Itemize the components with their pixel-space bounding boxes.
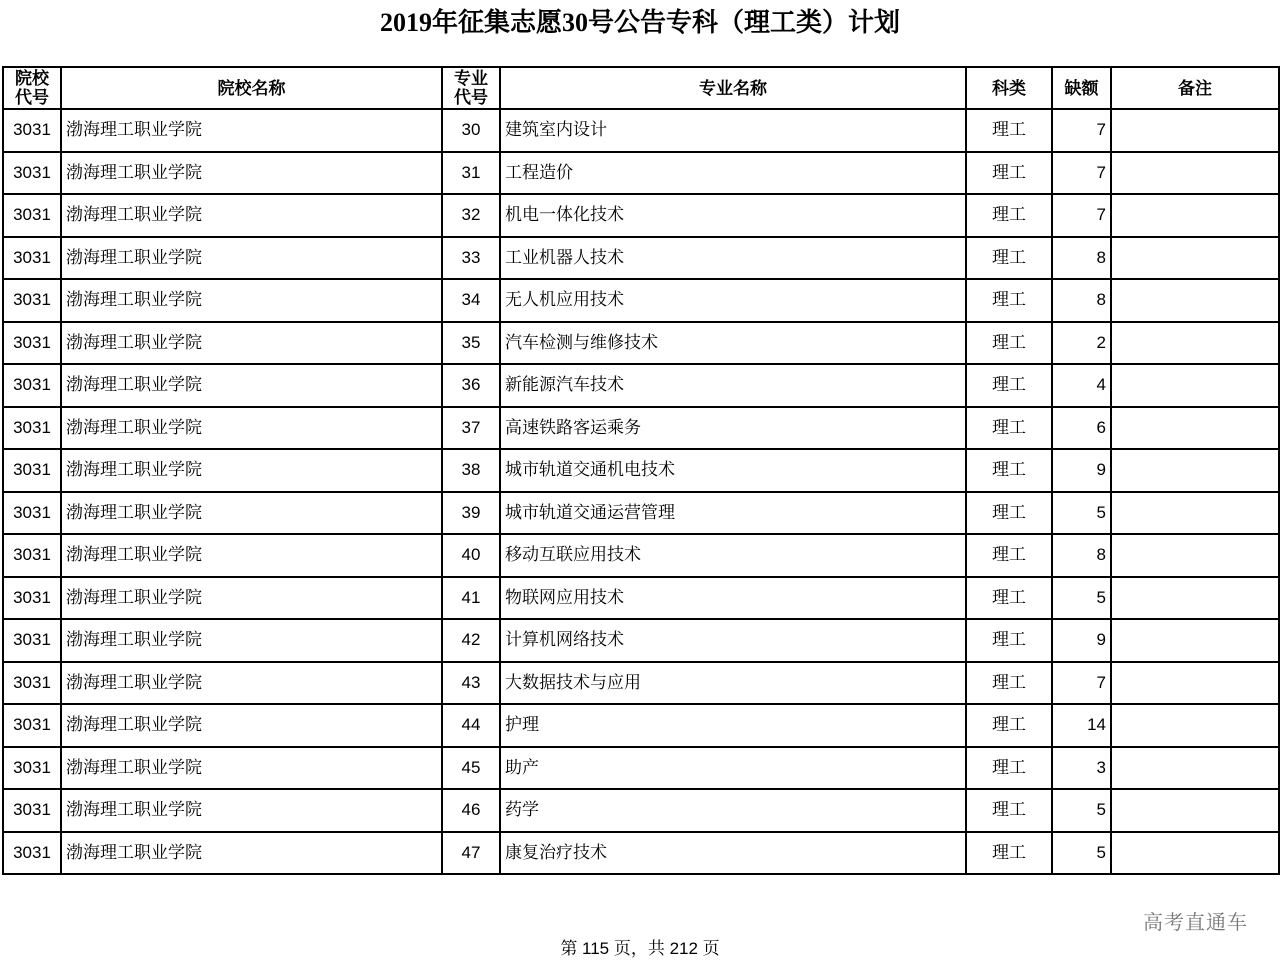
category-cell: 理工 (966, 492, 1052, 535)
major-name-cell: 高速铁路客运乘务 (500, 407, 966, 450)
remarks-cell (1111, 534, 1279, 577)
header-category-label: 科类 (992, 78, 1026, 98)
school-name-cell: 渤海理工职业学院 (61, 237, 442, 280)
vacancy-cell: 2 (1052, 322, 1111, 365)
school-name-cell: 渤海理工职业学院 (61, 109, 442, 152)
table-header (3, 67, 1279, 109)
remarks-cell (1111, 577, 1279, 620)
remarks-cell (1111, 109, 1279, 152)
major-name-cell: 工业机器人技术 (500, 237, 966, 280)
header-remarks-label: 备注 (1178, 78, 1212, 98)
major-code-cell: 41 (442, 577, 500, 620)
category-cell: 理工 (966, 109, 1052, 152)
major-code-cell: 42 (442, 619, 500, 662)
vacancy-cell: 7 (1052, 662, 1111, 705)
category-cell: 理工 (966, 534, 1052, 577)
header-major-code (442, 67, 500, 109)
category-cell: 理工 (966, 364, 1052, 407)
school-code-cell: 3031 (3, 152, 61, 195)
category-cell: 理工 (966, 832, 1052, 875)
vacancy-cell: 8 (1052, 237, 1111, 280)
school-name-cell: 渤海理工职业学院 (61, 152, 442, 195)
table-row (3, 534, 1279, 577)
category-cell: 理工 (966, 322, 1052, 365)
school-name-cell: 渤海理工职业学院 (61, 747, 442, 790)
vacancy-cell: 8 (1052, 279, 1111, 322)
remarks-cell (1111, 662, 1279, 705)
major-name-cell: 汽车检测与维修技术 (500, 322, 966, 365)
school-name-cell: 渤海理工职业学院 (61, 322, 442, 365)
header-school-code-line2: 代号 (15, 88, 49, 107)
remarks-cell (1111, 152, 1279, 195)
major-name-cell: 建筑室内设计 (500, 109, 966, 152)
remarks-cell (1111, 704, 1279, 747)
vacancy-cell: 8 (1052, 534, 1111, 577)
major-code-cell: 31 (442, 152, 500, 195)
school-code-cell: 3031 (3, 492, 61, 535)
page-number-footer: 第 115 页，共 212 页 (560, 939, 720, 958)
school-name-cell: 渤海理工职业学院 (61, 662, 442, 705)
school-name-cell: 渤海理工职业学院 (61, 789, 442, 832)
category-cell: 理工 (966, 577, 1052, 620)
school-name-cell: 渤海理工职业学院 (61, 449, 442, 492)
major-name-cell: 助产 (500, 747, 966, 790)
category-cell: 理工 (966, 789, 1052, 832)
category-cell: 理工 (966, 662, 1052, 705)
major-code-cell: 33 (442, 237, 500, 280)
header-category (966, 67, 1052, 109)
major-code-cell: 36 (442, 364, 500, 407)
vacancy-cell: 4 (1052, 364, 1111, 407)
vacancy-cell: 7 (1052, 109, 1111, 152)
school-code-cell: 3031 (3, 747, 61, 790)
major-name-cell: 药学 (500, 789, 966, 832)
major-code-cell: 37 (442, 407, 500, 450)
vacancy-cell: 5 (1052, 832, 1111, 875)
remarks-cell (1111, 364, 1279, 407)
major-code-cell: 44 (442, 704, 500, 747)
header-vacancies (1052, 67, 1111, 109)
remarks-cell (1111, 449, 1279, 492)
remarks-cell (1111, 492, 1279, 535)
school-code-cell: 3031 (3, 194, 61, 237)
header-major-name (500, 67, 966, 109)
major-name-cell: 大数据技术与应用 (500, 662, 966, 705)
category-cell: 理工 (966, 747, 1052, 790)
major-name-cell: 新能源汽车技术 (500, 364, 966, 407)
table-body (3, 109, 1279, 874)
table-row (3, 279, 1279, 322)
major-name-cell: 康复治疗技术 (500, 832, 966, 875)
remarks-cell (1111, 832, 1279, 875)
school-code-cell: 3031 (3, 279, 61, 322)
table-row (3, 109, 1279, 152)
school-name-cell: 渤海理工职业学院 (61, 832, 442, 875)
school-name-cell: 渤海理工职业学院 (61, 364, 442, 407)
school-code-cell: 3031 (3, 449, 61, 492)
document-title: 2019年征集志愿30号公告专科（理工类）计划 (379, 8, 900, 37)
table-row (3, 194, 1279, 237)
header-major-code-line1: 专业 (454, 69, 488, 88)
major-name-cell: 城市轨道交通运营管理 (500, 492, 966, 535)
major-code-cell: 30 (442, 109, 500, 152)
table-row (3, 407, 1279, 450)
table-row (3, 619, 1279, 662)
header-school-code (3, 67, 61, 109)
major-code-cell: 34 (442, 279, 500, 322)
school-code-cell: 3031 (3, 619, 61, 662)
category-cell: 理工 (966, 704, 1052, 747)
vacancy-cell: 7 (1052, 152, 1111, 195)
vacancy-cell: 5 (1052, 789, 1111, 832)
remarks-cell (1111, 747, 1279, 790)
watermark-text: 高考直通车 (1143, 912, 1248, 934)
major-name-cell: 物联网应用技术 (500, 577, 966, 620)
vacancy-cell: 7 (1052, 194, 1111, 237)
remarks-cell (1111, 619, 1279, 662)
header-school-name-label: 院校名称 (217, 78, 286, 98)
table-row (3, 237, 1279, 280)
table-row (3, 577, 1279, 620)
school-code-cell: 3031 (3, 704, 61, 747)
major-code-cell: 43 (442, 662, 500, 705)
header-major-name-label: 专业名称 (699, 78, 767, 98)
school-name-cell: 渤海理工职业学院 (61, 577, 442, 620)
remarks-cell (1111, 789, 1279, 832)
header-school-name (61, 67, 442, 109)
remarks-cell (1111, 279, 1279, 322)
school-code-cell: 3031 (3, 662, 61, 705)
header-school-code-line1: 院校 (15, 69, 49, 88)
category-cell: 理工 (966, 194, 1052, 237)
vacancy-cell: 5 (1052, 577, 1111, 620)
table-row (3, 747, 1279, 790)
major-code-cell: 40 (442, 534, 500, 577)
school-name-cell: 渤海理工职业学院 (61, 407, 442, 450)
category-cell: 理工 (966, 619, 1052, 662)
header-row (3, 67, 1279, 109)
school-code-cell: 3031 (3, 407, 61, 450)
school-code-cell: 3031 (3, 789, 61, 832)
remarks-cell (1111, 237, 1279, 280)
school-code-cell: 3031 (3, 237, 61, 280)
category-cell: 理工 (966, 237, 1052, 280)
category-cell: 理工 (966, 152, 1052, 195)
table-row (3, 449, 1279, 492)
category-cell: 理工 (966, 407, 1052, 450)
major-code-cell: 35 (442, 322, 500, 365)
major-name-cell: 城市轨道交通机电技术 (500, 449, 966, 492)
school-code-cell: 3031 (3, 832, 61, 875)
header-vacancies-label: 缺额 (1064, 78, 1099, 98)
major-code-cell: 38 (442, 449, 500, 492)
major-name-cell: 工程造价 (500, 152, 966, 195)
major-code-cell: 32 (442, 194, 500, 237)
school-name-cell: 渤海理工职业学院 (61, 194, 442, 237)
vacancy-cell: 6 (1052, 407, 1111, 450)
vacancy-cell: 14 (1052, 704, 1111, 747)
header-remarks (1111, 67, 1279, 109)
vacancy-cell: 9 (1052, 449, 1111, 492)
school-code-cell: 3031 (3, 109, 61, 152)
remarks-cell (1111, 194, 1279, 237)
major-name-cell: 无人机应用技术 (500, 279, 966, 322)
major-code-cell: 47 (442, 832, 500, 875)
remarks-cell (1111, 407, 1279, 450)
school-name-cell: 渤海理工职业学院 (61, 492, 442, 535)
table-row (3, 364, 1279, 407)
table-row (3, 492, 1279, 535)
table-row (3, 152, 1279, 195)
school-name-cell: 渤海理工职业学院 (61, 279, 442, 322)
header-major-code-line2: 代号 (454, 88, 488, 107)
major-code-cell: 46 (442, 789, 500, 832)
vacancy-cell: 9 (1052, 619, 1111, 662)
major-name-cell: 移动互联应用技术 (500, 534, 966, 577)
table-row (3, 789, 1279, 832)
table-row (3, 322, 1279, 365)
table-row (3, 832, 1279, 875)
school-name-cell: 渤海理工职业学院 (61, 619, 442, 662)
category-cell: 理工 (966, 279, 1052, 322)
school-code-cell: 3031 (3, 577, 61, 620)
table-row (3, 704, 1279, 747)
table-row (3, 662, 1279, 705)
major-code-cell: 45 (442, 747, 500, 790)
school-code-cell: 3031 (3, 534, 61, 577)
major-name-cell: 护理 (500, 704, 966, 747)
major-name-cell: 机电一体化技术 (500, 194, 966, 237)
school-name-cell: 渤海理工职业学院 (61, 704, 442, 747)
category-cell: 理工 (966, 449, 1052, 492)
vacancy-cell: 5 (1052, 492, 1111, 535)
vacancy-cell: 3 (1052, 747, 1111, 790)
major-name-cell: 计算机网络技术 (500, 619, 966, 662)
major-code-cell: 39 (442, 492, 500, 535)
school-code-cell: 3031 (3, 322, 61, 365)
enrollment-plan-table (2, 66, 1280, 875)
remarks-cell (1111, 322, 1279, 365)
school-code-cell: 3031 (3, 364, 61, 407)
school-name-cell: 渤海理工职业学院 (61, 534, 442, 577)
